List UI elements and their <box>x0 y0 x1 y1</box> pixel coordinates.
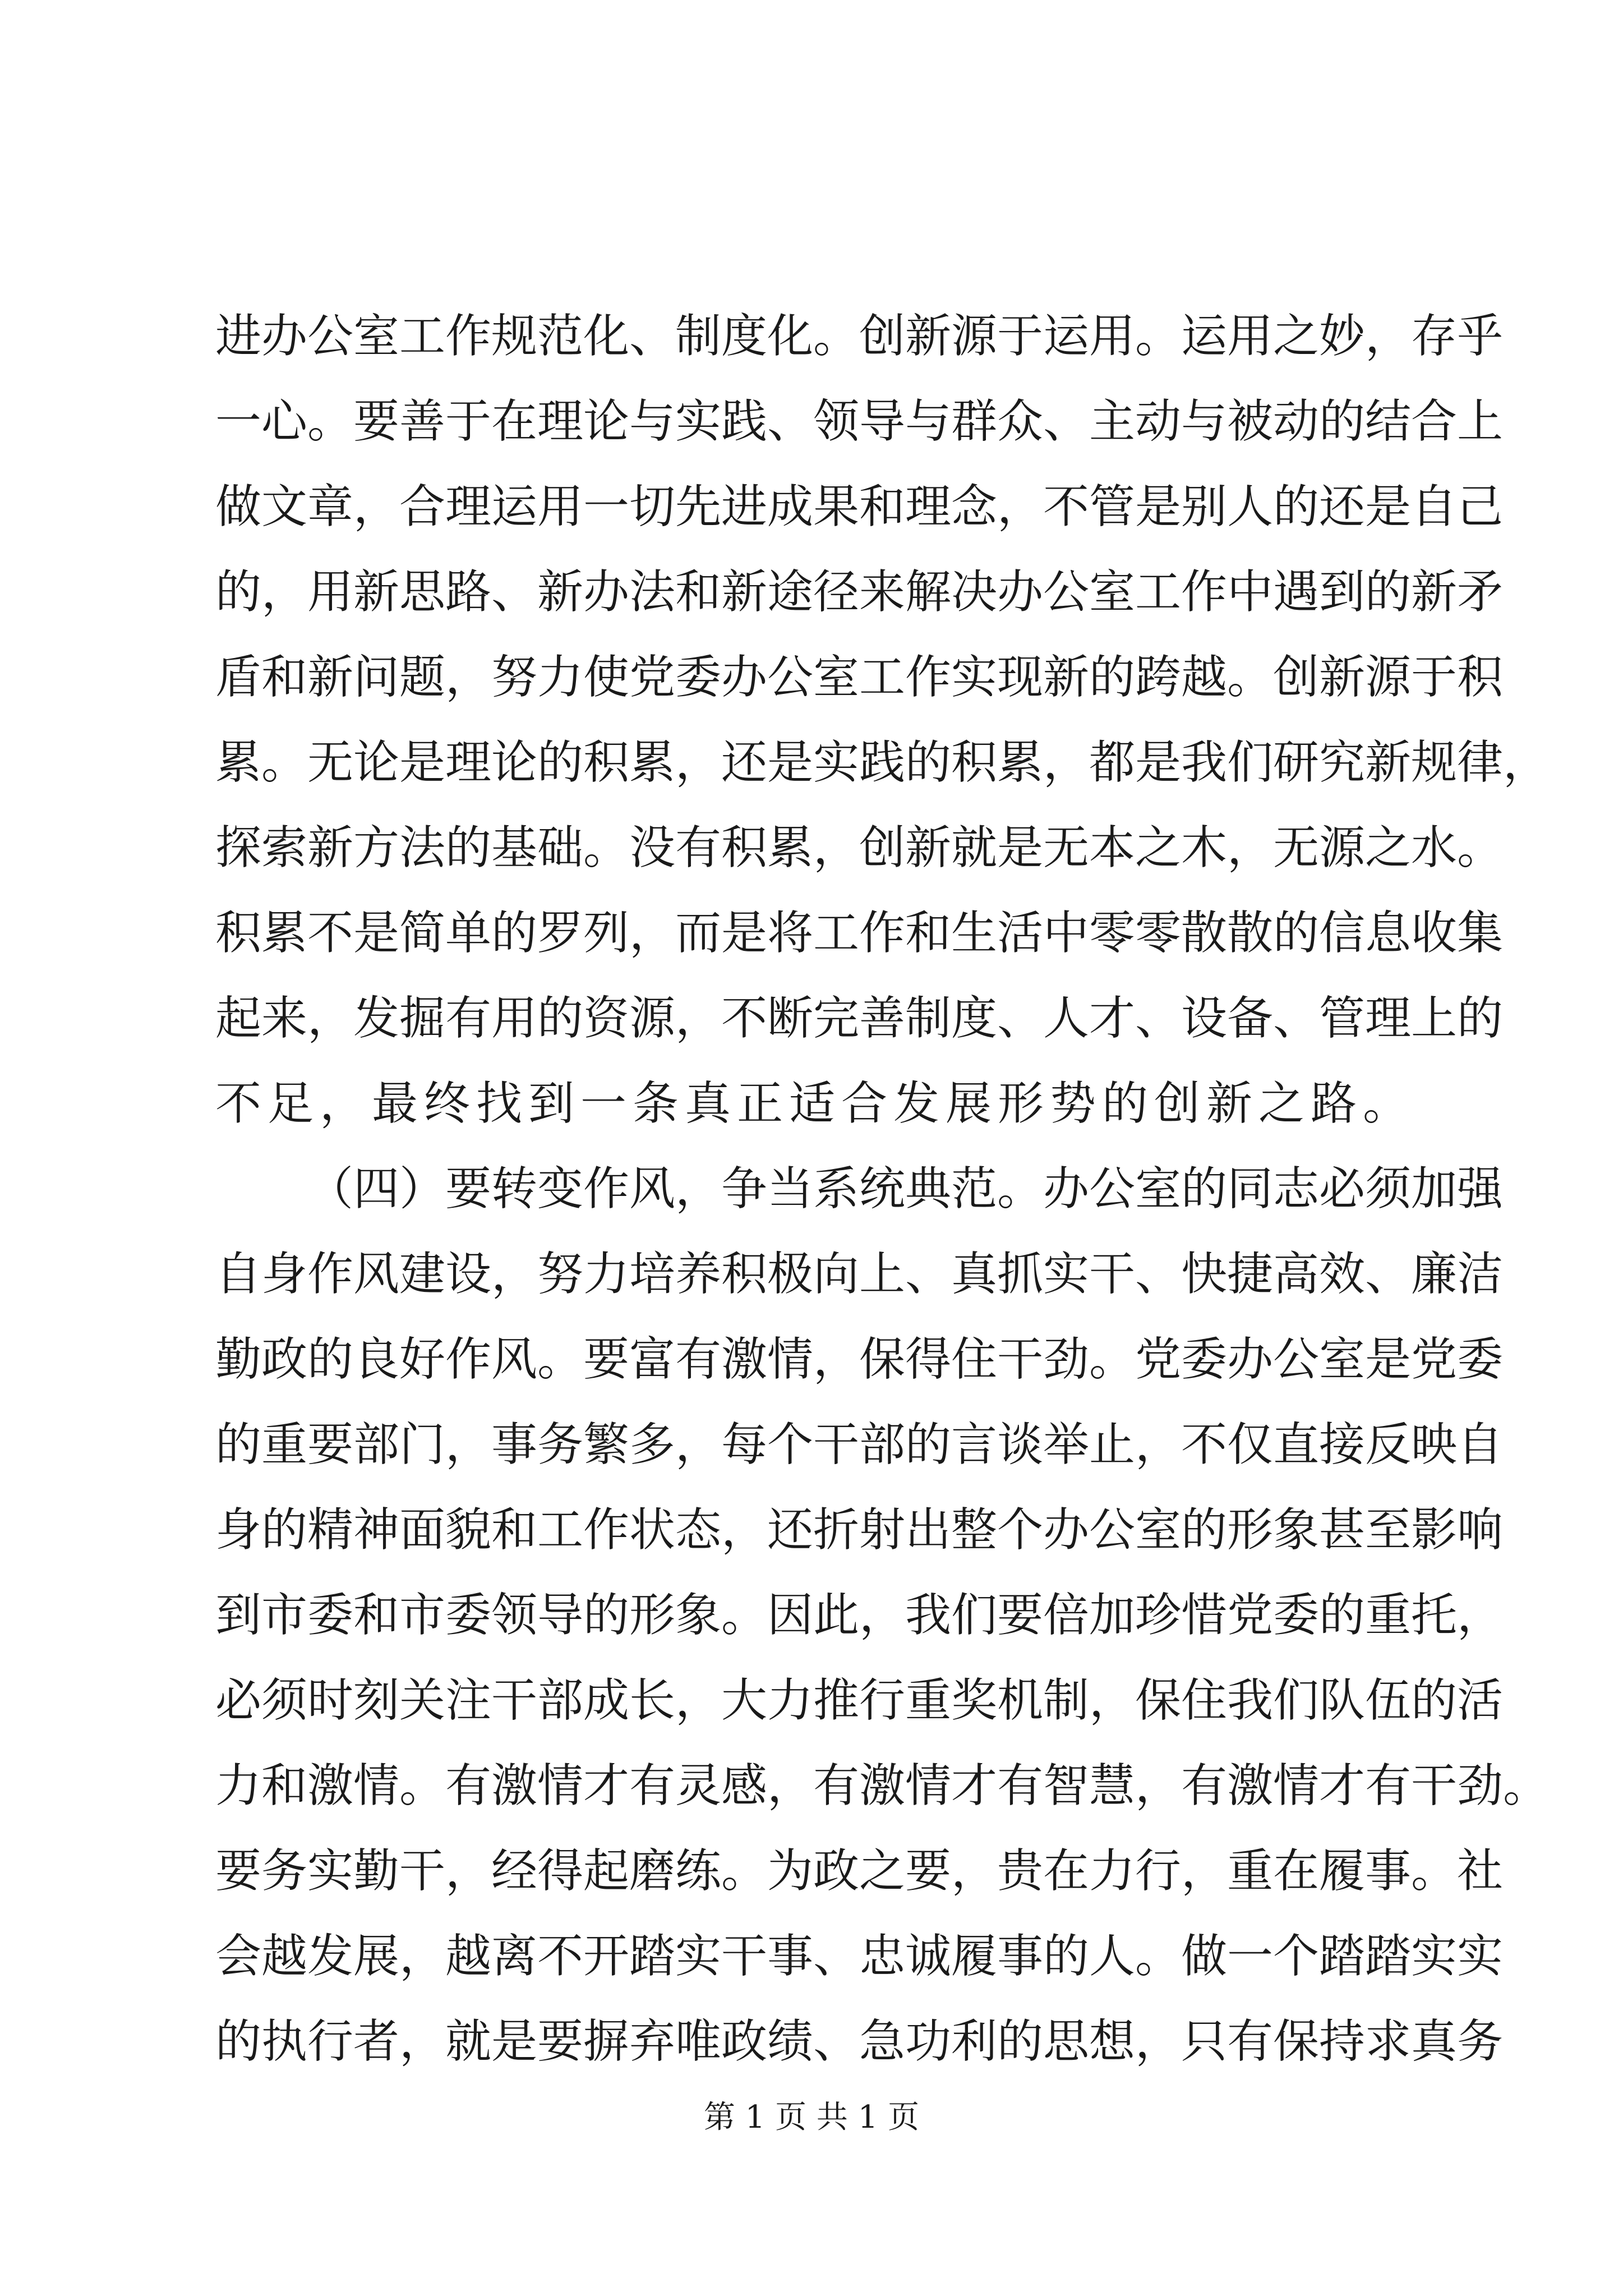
text-line: 必须时刻关注干部成长，大力推行重奖机制，保住我们队伍的活 <box>215 1674 1504 1727</box>
page-number-footer: 第 1 页 共 1 页 <box>703 2099 920 2136</box>
text-line: 不足，最终找到一条真正适合发展形势的创新之路。 <box>215 1077 1415 1130</box>
text-line: 起来，发掘有用的资源，不断完善制度、人才、设备、管理上的 <box>215 992 1504 1045</box>
text-line: 积累不是简单的罗列，而是将工作和生活中零零散散的信息收集 <box>215 907 1504 960</box>
text-line: 一心。要善于在理论与实践、领导与群众、主动与被动的结合上 <box>215 395 1504 448</box>
text-line: 会越发展，越离不开踏实干事、忠诚履事的人。做一个踏踏实实 <box>215 1930 1504 1983</box>
text-line: 自身作风建设，努力培养积极向上、真抓实干、快捷高效、廉洁 <box>215 1248 1504 1301</box>
text-line: 身的精神面貌和工作状态，还折射出整个办公室的形象甚至影响 <box>215 1503 1504 1557</box>
text-line: 探索新方法的基础。没有积累，创新就是无本之木，无源之水。 <box>215 821 1504 875</box>
text-line: 勤政的良好作风。要富有激情，保得住干劲。党委办公室是党委 <box>215 1333 1504 1386</box>
text-line: 力和激情。有激情才有灵感，有激情才有智慧，有激情才有干劲。 <box>215 1759 1550 1812</box>
text-line: 要务实勤干，经得起磨练。为政之要，贵在力行，重在履事。社 <box>215 1844 1504 1898</box>
text-line: 做文章，合理运用一切先进成果和理念，不管是别人的还是自己 <box>215 480 1504 533</box>
text-line: 的重要部门，事务繁多，每个干部的言谈举止，不仅直接反映自 <box>215 1418 1504 1471</box>
text-line: 的执行者，就是要摒弃唯政绩、急功利的思想，只有保持求真务 <box>215 2015 1504 2068</box>
text-line: 累。无论是理论的积累，还是实践的积累，都是我们研究新规律， <box>215 736 1550 789</box>
text-line: 的，用新思路、新办法和新途径来解决办公室工作中遇到的新矛 <box>215 565 1504 619</box>
text-line: 到市委和市委领导的形象。因此，我们要倍加珍惜党委的重托， <box>215 1589 1504 1642</box>
text-line: 盾和新问题，努力使党委办公室工作实现新的跨越。创新源于积 <box>215 651 1504 704</box>
paragraph-heading-line: （四）要转变作风，争当系统典范。办公室的同志必须加强 <box>307 1162 1504 1216</box>
text-line: 进办公室工作规范化、制度化。创新源于运用。运用之妙，存乎 <box>215 310 1504 363</box>
